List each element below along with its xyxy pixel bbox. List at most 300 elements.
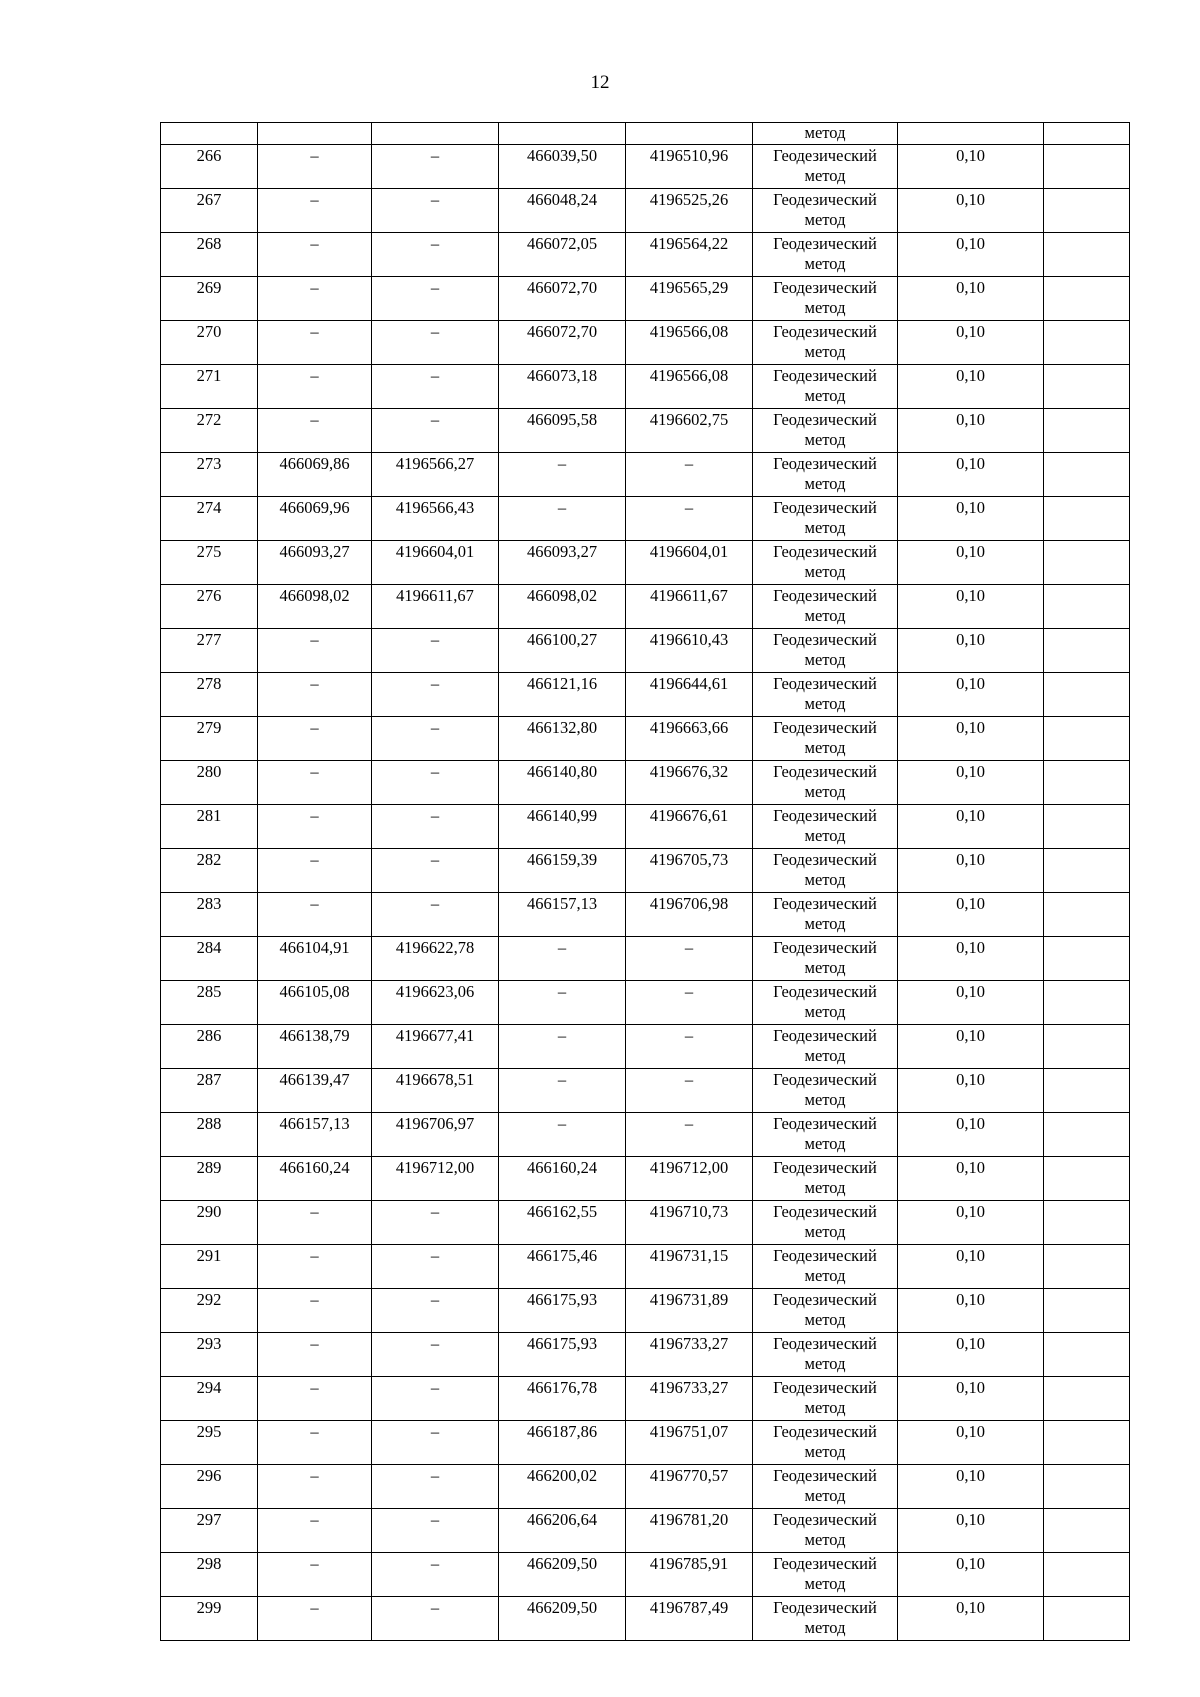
x-old-cell: – (258, 409, 372, 453)
x-old-cell: 466139,47 (258, 1069, 372, 1113)
table-row (161, 629, 1130, 673)
cell (626, 123, 753, 145)
table-row (161, 1421, 1130, 1465)
point-number-cell: 268 (161, 233, 258, 277)
y-old-cell: – (372, 409, 499, 453)
point-number-cell: 273 (161, 453, 258, 497)
x-new-cell: 466140,80 (499, 761, 626, 805)
y-new-cell: 4196602,75 (626, 409, 753, 453)
y-new-cell: 4196751,07 (626, 1421, 753, 1465)
y-new-cell: 4196705,73 (626, 849, 753, 893)
cell (258, 123, 372, 145)
accuracy-cell: 0,10 (898, 189, 1044, 233)
method-cell: Геодезический метод (753, 761, 898, 805)
y-new-cell: 4196525,26 (626, 189, 753, 233)
accuracy-cell: 0,10 (898, 365, 1044, 409)
accuracy-cell: 0,10 (898, 541, 1044, 585)
x-old-cell: – (258, 717, 372, 761)
y-old-cell: – (372, 1377, 499, 1421)
method-cell: Геодезический метод (753, 541, 898, 585)
method-cell: Геодезический метод (753, 585, 898, 629)
x-new-cell: 466175,93 (499, 1333, 626, 1377)
description-cell (1044, 233, 1130, 277)
y-old-cell: 4196611,67 (372, 585, 499, 629)
x-old-cell: – (258, 1465, 372, 1509)
method-cell: Геодезический метод (753, 1157, 898, 1201)
y-new-cell: – (626, 1069, 753, 1113)
x-new-cell: 466048,24 (499, 189, 626, 233)
method-cell: Геодезический метод (753, 497, 898, 541)
point-number-cell: 293 (161, 1333, 258, 1377)
y-new-cell: 4196644,61 (626, 673, 753, 717)
x-new-cell: 466072,70 (499, 321, 626, 365)
y-old-cell: – (372, 321, 499, 365)
table-row (161, 849, 1130, 893)
table-body (161, 123, 1130, 1641)
y-old-cell: 4196622,78 (372, 937, 499, 981)
x-old-cell: – (258, 1421, 372, 1465)
method-cell: Геодезический метод (753, 1025, 898, 1069)
table-row (161, 1465, 1130, 1509)
x-new-cell: 466159,39 (499, 849, 626, 893)
accuracy-cell: 0,10 (898, 497, 1044, 541)
accuracy-cell: 0,10 (898, 453, 1044, 497)
description-cell (1044, 1113, 1130, 1157)
method-cell: Геодезический метод (753, 717, 898, 761)
accuracy-cell: 0,10 (898, 233, 1044, 277)
x-old-cell: 466160,24 (258, 1157, 372, 1201)
method-cell: Геодезический метод (753, 1509, 898, 1553)
x-old-cell: – (258, 761, 372, 805)
y-new-cell: 4196564,22 (626, 233, 753, 277)
table-row (161, 717, 1130, 761)
method-cell: Геодезический метод (753, 1289, 898, 1333)
method-cell: Геодезический метод (753, 1553, 898, 1597)
description-cell (1044, 981, 1130, 1025)
x-old-cell: – (258, 1509, 372, 1553)
y-old-cell: – (372, 893, 499, 937)
y-old-cell: 4196706,97 (372, 1113, 499, 1157)
table-row (161, 1553, 1130, 1597)
x-old-cell: 466069,86 (258, 453, 372, 497)
x-old-cell: – (258, 233, 372, 277)
accuracy-cell: 0,10 (898, 1465, 1044, 1509)
x-old-cell: – (258, 1289, 372, 1333)
y-new-cell: 4196510,96 (626, 145, 753, 189)
description-cell (1044, 849, 1130, 893)
cell: метод (753, 123, 898, 145)
point-number-cell: 277 (161, 629, 258, 673)
description-cell (1044, 277, 1130, 321)
accuracy-cell: 0,10 (898, 1157, 1044, 1201)
point-number-cell: 284 (161, 937, 258, 981)
x-old-cell: – (258, 849, 372, 893)
point-number-cell: 278 (161, 673, 258, 717)
method-cell: Геодезический метод (753, 981, 898, 1025)
table-row (161, 189, 1130, 233)
x-new-cell: – (499, 1113, 626, 1157)
method-cell: Геодезический метод (753, 1333, 898, 1377)
accuracy-cell: 0,10 (898, 1069, 1044, 1113)
y-new-cell: – (626, 1113, 753, 1157)
method-cell: Геодезический метод (753, 849, 898, 893)
y-new-cell: 4196566,08 (626, 365, 753, 409)
accuracy-cell: 0,10 (898, 937, 1044, 981)
point-number-cell: 287 (161, 1069, 258, 1113)
table-row (161, 497, 1130, 541)
point-number-cell: 275 (161, 541, 258, 585)
accuracy-cell: 0,10 (898, 761, 1044, 805)
y-new-cell: 4196611,67 (626, 585, 753, 629)
accuracy-cell: 0,10 (898, 981, 1044, 1025)
y-new-cell: 4196610,43 (626, 629, 753, 673)
y-new-cell: 4196733,27 (626, 1333, 753, 1377)
accuracy-cell: 0,10 (898, 893, 1044, 937)
description-cell (1044, 629, 1130, 673)
point-number-cell: 294 (161, 1377, 258, 1421)
y-new-cell: 4196676,32 (626, 761, 753, 805)
y-old-cell: – (372, 277, 499, 321)
x-old-cell: – (258, 893, 372, 937)
y-new-cell: 4196731,15 (626, 1245, 753, 1289)
table-row (161, 585, 1130, 629)
table-row (161, 805, 1130, 849)
method-cell: Геодезический метод (753, 629, 898, 673)
point-number-cell: 296 (161, 1465, 258, 1509)
point-number-cell: 289 (161, 1157, 258, 1201)
x-old-cell: – (258, 673, 372, 717)
point-number-cell: 288 (161, 1113, 258, 1157)
y-old-cell: – (372, 1509, 499, 1553)
point-number-cell: 297 (161, 1509, 258, 1553)
page-number: 12 (590, 72, 610, 93)
y-new-cell: 4196710,73 (626, 1201, 753, 1245)
y-old-cell: – (372, 673, 499, 717)
cell (372, 123, 499, 145)
accuracy-cell: 0,10 (898, 1377, 1044, 1421)
description-cell (1044, 673, 1130, 717)
method-cell: Геодезический метод (753, 277, 898, 321)
accuracy-cell: 0,10 (898, 673, 1044, 717)
table-row (161, 277, 1130, 321)
method-cell: Геодезический метод (753, 1069, 898, 1113)
point-number-cell: 270 (161, 321, 258, 365)
x-new-cell: 466162,55 (499, 1201, 626, 1245)
accuracy-cell: 0,10 (898, 849, 1044, 893)
accuracy-cell: 0,10 (898, 1245, 1044, 1289)
description-cell (1044, 409, 1130, 453)
method-cell: Геодезический метод (753, 321, 898, 365)
x-new-cell: 466175,46 (499, 1245, 626, 1289)
x-old-cell: – (258, 145, 372, 189)
method-cell: Геодезический метод (753, 365, 898, 409)
y-old-cell: – (372, 1245, 499, 1289)
table-row (161, 1069, 1130, 1113)
x-new-cell: 466073,18 (499, 365, 626, 409)
x-new-cell: 466100,27 (499, 629, 626, 673)
x-new-cell: 466187,86 (499, 1421, 626, 1465)
method-cell: Геодезический метод (753, 893, 898, 937)
description-cell (1044, 585, 1130, 629)
description-cell (1044, 189, 1130, 233)
point-number-cell: 281 (161, 805, 258, 849)
x-new-cell: – (499, 453, 626, 497)
cell (1044, 123, 1130, 145)
description-cell (1044, 1509, 1130, 1553)
description-cell (1044, 1245, 1130, 1289)
x-new-cell: 466206,64 (499, 1509, 626, 1553)
x-old-cell: – (258, 365, 372, 409)
cell (898, 123, 1044, 145)
y-old-cell: – (372, 629, 499, 673)
table-row (161, 453, 1130, 497)
x-new-cell: 466160,24 (499, 1157, 626, 1201)
table-row (161, 365, 1130, 409)
accuracy-cell: 0,10 (898, 409, 1044, 453)
y-new-cell: – (626, 497, 753, 541)
method-cell: Геодезический метод (753, 937, 898, 981)
method-cell: Геодезический метод (753, 1465, 898, 1509)
point-number-cell: 290 (161, 1201, 258, 1245)
x-old-cell: – (258, 321, 372, 365)
y-new-cell: 4196781,20 (626, 1509, 753, 1553)
y-old-cell: – (372, 1597, 499, 1641)
x-new-cell: 466140,99 (499, 805, 626, 849)
table-row (161, 1597, 1130, 1641)
y-old-cell: – (372, 1465, 499, 1509)
y-new-cell: 4196712,00 (626, 1157, 753, 1201)
x-old-cell: – (258, 1377, 372, 1421)
accuracy-cell: 0,10 (898, 1333, 1044, 1377)
description-cell (1044, 1157, 1130, 1201)
accuracy-cell: 0,10 (898, 1201, 1044, 1245)
x-new-cell: 466121,16 (499, 673, 626, 717)
method-cell: Геодезический метод (753, 145, 898, 189)
x-new-cell: 466175,93 (499, 1289, 626, 1333)
accuracy-cell: 0,10 (898, 629, 1044, 673)
x-new-cell: – (499, 981, 626, 1025)
x-new-cell: 466200,02 (499, 1465, 626, 1509)
x-new-cell: – (499, 1069, 626, 1113)
method-cell: Геодезический метод (753, 1245, 898, 1289)
x-old-cell: – (258, 1597, 372, 1641)
y-old-cell: – (372, 805, 499, 849)
accuracy-cell: 0,10 (898, 1289, 1044, 1333)
description-cell (1044, 1201, 1130, 1245)
x-new-cell: 466039,50 (499, 145, 626, 189)
table-row (161, 1201, 1130, 1245)
y-old-cell: – (372, 145, 499, 189)
table-row (161, 1245, 1130, 1289)
y-old-cell: – (372, 1289, 499, 1333)
description-cell (1044, 1465, 1130, 1509)
point-number-cell: 279 (161, 717, 258, 761)
point-number-cell: 269 (161, 277, 258, 321)
y-new-cell: 4196676,61 (626, 805, 753, 849)
x-old-cell: – (258, 1553, 372, 1597)
y-new-cell: 4196663,66 (626, 717, 753, 761)
method-cell: Геодезический метод (753, 673, 898, 717)
description-cell (1044, 321, 1130, 365)
y-old-cell: 4196712,00 (372, 1157, 499, 1201)
point-number-cell: 298 (161, 1553, 258, 1597)
x-old-cell: – (258, 805, 372, 849)
description-cell (1044, 761, 1130, 805)
method-cell: Геодезический метод (753, 453, 898, 497)
y-new-cell: 4196731,89 (626, 1289, 753, 1333)
description-cell (1044, 453, 1130, 497)
x-new-cell: – (499, 497, 626, 541)
x-new-cell: 466209,50 (499, 1553, 626, 1597)
table-row (161, 1333, 1130, 1377)
description-cell (1044, 937, 1130, 981)
point-number-cell: 272 (161, 409, 258, 453)
x-old-cell: 466105,08 (258, 981, 372, 1025)
y-old-cell: – (372, 1201, 499, 1245)
x-old-cell: – (258, 277, 372, 321)
x-old-cell: – (258, 629, 372, 673)
y-new-cell: 4196706,98 (626, 893, 753, 937)
y-new-cell: 4196566,08 (626, 321, 753, 365)
x-new-cell: 466132,80 (499, 717, 626, 761)
point-number-cell: 299 (161, 1597, 258, 1641)
accuracy-cell: 0,10 (898, 1421, 1044, 1465)
x-old-cell: 466138,79 (258, 1025, 372, 1069)
point-number-cell: 266 (161, 145, 258, 189)
y-new-cell: 4196785,91 (626, 1553, 753, 1597)
point-number-cell: 283 (161, 893, 258, 937)
y-new-cell: – (626, 1025, 753, 1069)
method-cell: Геодезический метод (753, 805, 898, 849)
description-cell (1044, 1289, 1130, 1333)
description-cell (1044, 365, 1130, 409)
table-row (161, 409, 1130, 453)
y-old-cell: – (372, 233, 499, 277)
table-row (161, 893, 1130, 937)
y-new-cell: – (626, 937, 753, 981)
point-number-cell: 282 (161, 849, 258, 893)
y-old-cell: 4196678,51 (372, 1069, 499, 1113)
cell (499, 123, 626, 145)
description-cell (1044, 1333, 1130, 1377)
y-old-cell: – (372, 189, 499, 233)
accuracy-cell: 0,10 (898, 1597, 1044, 1641)
accuracy-cell: 0,10 (898, 145, 1044, 189)
point-number-cell: 286 (161, 1025, 258, 1069)
method-cell: Геодезический метод (753, 1597, 898, 1641)
method-cell: Геодезический метод (753, 1201, 898, 1245)
accuracy-cell: 0,10 (898, 321, 1044, 365)
y-old-cell: – (372, 849, 499, 893)
x-new-cell: 466209,50 (499, 1597, 626, 1641)
description-cell (1044, 1069, 1130, 1113)
description-cell (1044, 1553, 1130, 1597)
y-new-cell: 4196565,29 (626, 277, 753, 321)
accuracy-cell: 0,10 (898, 1113, 1044, 1157)
accuracy-cell: 0,10 (898, 585, 1044, 629)
y-old-cell: 4196604,01 (372, 541, 499, 585)
x-new-cell: 466072,70 (499, 277, 626, 321)
cell (161, 123, 258, 145)
y-old-cell: – (372, 1421, 499, 1465)
y-old-cell: 4196566,27 (372, 453, 499, 497)
x-new-cell: 466093,27 (499, 541, 626, 585)
x-new-cell: 466072,05 (499, 233, 626, 277)
x-old-cell: 466157,13 (258, 1113, 372, 1157)
table-row (161, 1289, 1130, 1333)
description-cell (1044, 541, 1130, 585)
x-new-cell: 466098,02 (499, 585, 626, 629)
y-old-cell: – (372, 1333, 499, 1377)
y-old-cell: 4196623,06 (372, 981, 499, 1025)
table-row (161, 1157, 1130, 1201)
description-cell (1044, 805, 1130, 849)
y-old-cell: – (372, 365, 499, 409)
point-number-cell: 295 (161, 1421, 258, 1465)
y-old-cell: – (372, 717, 499, 761)
x-old-cell: – (258, 1201, 372, 1245)
y-new-cell: 4196733,27 (626, 1377, 753, 1421)
y-new-cell: 4196604,01 (626, 541, 753, 585)
description-cell (1044, 717, 1130, 761)
method-cell: Геодезический метод (753, 1377, 898, 1421)
point-number-cell: 291 (161, 1245, 258, 1289)
y-old-cell: – (372, 1553, 499, 1597)
point-number-cell: 292 (161, 1289, 258, 1333)
description-cell (1044, 145, 1130, 189)
point-number-cell: 276 (161, 585, 258, 629)
table-row (161, 145, 1130, 189)
x-old-cell: – (258, 1245, 372, 1289)
accuracy-cell: 0,10 (898, 1025, 1044, 1069)
accuracy-cell: 0,10 (898, 717, 1044, 761)
table-row (161, 233, 1130, 277)
x-new-cell: 466095,58 (499, 409, 626, 453)
x-old-cell: – (258, 1333, 372, 1377)
y-old-cell: 4196677,41 (372, 1025, 499, 1069)
y-new-cell: 4196787,49 (626, 1597, 753, 1641)
point-number-cell: 280 (161, 761, 258, 805)
x-old-cell: 466093,27 (258, 541, 372, 585)
table-row (161, 1509, 1130, 1553)
table-row (161, 981, 1130, 1025)
y-new-cell: – (626, 453, 753, 497)
y-old-cell: – (372, 761, 499, 805)
point-number-cell: 267 (161, 189, 258, 233)
accuracy-cell: 0,10 (898, 1553, 1044, 1597)
method-cell: Геодезический метод (753, 409, 898, 453)
point-number-cell: 285 (161, 981, 258, 1025)
table-row (161, 1025, 1130, 1069)
y-new-cell: – (626, 981, 753, 1025)
x-old-cell: – (258, 189, 372, 233)
method-cell: Геодезический метод (753, 189, 898, 233)
method-cell: Геодезический метод (753, 233, 898, 277)
method-cell: Геодезический метод (753, 1113, 898, 1157)
description-cell (1044, 1597, 1130, 1641)
table-row (161, 673, 1130, 717)
continuation-row (161, 123, 1130, 145)
description-cell (1044, 1377, 1130, 1421)
x-new-cell: 466157,13 (499, 893, 626, 937)
accuracy-cell: 0,10 (898, 1509, 1044, 1553)
table-row (161, 1113, 1130, 1157)
description-cell (1044, 1421, 1130, 1465)
point-number-cell: 271 (161, 365, 258, 409)
x-old-cell: 466069,96 (258, 497, 372, 541)
x-old-cell: 466104,91 (258, 937, 372, 981)
x-new-cell: – (499, 1025, 626, 1069)
